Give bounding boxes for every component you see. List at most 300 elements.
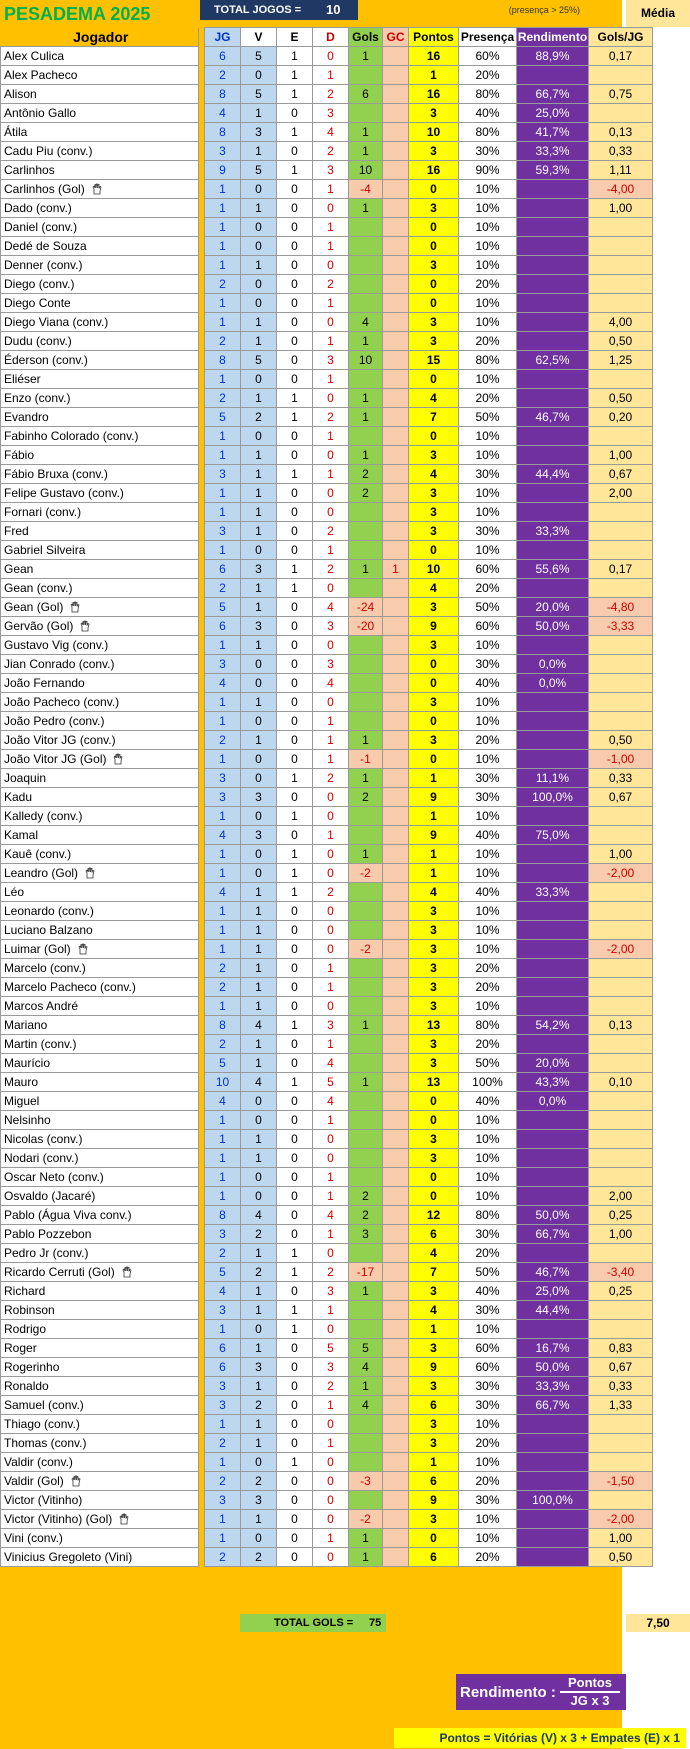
cell-gc [383,1187,409,1206]
cell-gc [383,712,409,731]
cell-gc [383,1168,409,1187]
cell-gc [383,1054,409,1073]
cell-golsjg [589,883,653,902]
cell-e: 0 [277,750,313,769]
cell-player-name [1,256,199,275]
cell-pontos: 3 [409,1054,459,1073]
player-name: Gustavo Vig (conv.) [4,638,109,652]
cell-e: 0 [277,1149,313,1168]
table-row [1,1301,653,1320]
table-row [1,408,653,427]
cell-rendimento [517,940,589,959]
cell-player-name [1,978,199,997]
player-name: Marcelo Pacheco (conv.) [4,980,136,994]
cell-gc [383,959,409,978]
cell-player-name [1,826,199,845]
cell-presenca: 10% [459,180,517,199]
cell-golsjg: -2,00 [589,864,653,883]
cell-gc [383,1301,409,1320]
cell-rendimento [517,731,589,750]
cell-rendimento: 46,7% [517,408,589,427]
cell-e: 1 [277,1320,313,1339]
cell-golsjg: 0,33 [589,1377,653,1396]
cell-gols [349,1244,383,1263]
cell-golsjg [589,655,653,674]
cell-v: 1 [241,503,277,522]
cell-player-name [1,1035,199,1054]
cell-v: 1 [241,1510,277,1529]
cell-presenca: 10% [459,313,517,332]
cell-presenca: 10% [459,1168,517,1187]
table-row [1,826,653,845]
cell-pontos: 3 [409,1035,459,1054]
cell-gols [349,807,383,826]
cell-rendimento [517,845,589,864]
media-value: 7,50 [626,1614,690,1632]
cell-player-name [1,1434,199,1453]
cell-e: 1 [277,560,313,579]
table-row [1,693,653,712]
cell-v: 2 [241,1548,277,1567]
cell-jg: 8 [205,351,241,370]
cell-rendimento: 33,3% [517,883,589,902]
table-row [1,85,653,104]
cell-rendimento [517,503,589,522]
cell-pontos: 3 [409,1415,459,1434]
cell-golsjg: 0,10 [589,1073,653,1092]
cell-player-name [1,1377,199,1396]
cell-d: 2 [313,85,349,104]
cell-v: 0 [241,655,277,674]
cell-d: 0 [313,921,349,940]
table-row [1,161,653,180]
cell-rendimento: 50,0% [517,1206,589,1225]
cell-rendimento [517,427,589,446]
cell-d: 0 [313,864,349,883]
glove-icon [69,601,81,613]
cell-gc [383,845,409,864]
cell-jg: 1 [205,864,241,883]
cell-golsjg: 0,50 [589,1548,653,1567]
cell-player-name [1,1054,199,1073]
cell-e: 0 [277,484,313,503]
sheet-title: PESADEMA 2025 [4,4,151,24]
cell-presenca: 10% [459,1149,517,1168]
cell-d: 1 [313,959,349,978]
player-name: Dado (conv.) [4,201,72,215]
cell-player-name [1,712,199,731]
cell-e: 0 [277,275,313,294]
cell-golsjg: 0,50 [589,332,653,351]
cell-d: 0 [313,1320,349,1339]
player-name: Éderson (conv.) [4,353,88,367]
cell-gc [383,902,409,921]
cell-jg: 1 [205,180,241,199]
cell-player-name [1,104,199,123]
player-name: Ronaldo [4,1379,49,1393]
cell-v: 3 [241,826,277,845]
cell-presenca: 20% [459,1035,517,1054]
cell-player-name [1,237,199,256]
cell-e: 1 [277,1263,313,1282]
cell-d: 1 [313,541,349,560]
cell-pontos: 9 [409,1358,459,1377]
cell-gols [349,655,383,674]
cell-player-name [1,275,199,294]
cell-e: 0 [277,1111,313,1130]
cell-golsjg: -1,00 [589,750,653,769]
cell-pontos: 9 [409,788,459,807]
table-row [1,446,653,465]
cell-pontos: 1 [409,769,459,788]
cell-rendimento [517,1168,589,1187]
cell-d: 0 [313,1453,349,1472]
cell-e: 0 [277,1472,313,1491]
cell-jg: 1 [205,446,241,465]
cell-e: 0 [277,1548,313,1567]
cell-d: 1 [313,218,349,237]
cell-gols: -4 [349,180,383,199]
cell-gols: 2 [349,465,383,484]
cell-jg: 6 [205,1339,241,1358]
cell-jg: 1 [205,693,241,712]
cell-gols: 4 [349,1396,383,1415]
cell-pontos: 3 [409,1130,459,1149]
cell-e: 1 [277,123,313,142]
cell-pontos: 3 [409,446,459,465]
cell-d: 2 [313,1377,349,1396]
cell-gols [349,256,383,275]
cell-d: 1 [313,1434,349,1453]
table-row [1,332,653,351]
cell-presenca: 10% [459,750,517,769]
cell-presenca: 40% [459,1282,517,1301]
cell-jg: 2 [205,731,241,750]
player-name: Gabriel Silveira [4,543,86,557]
cell-pontos: 3 [409,503,459,522]
cell-d: 4 [313,674,349,693]
cell-jg: 3 [205,1301,241,1320]
cell-pontos: 0 [409,712,459,731]
cell-golsjg: 1,25 [589,351,653,370]
cell-gols: 1 [349,1016,383,1035]
cell-player-name [1,617,199,636]
cell-e: 1 [277,864,313,883]
cell-d: 1 [313,1396,349,1415]
cell-e: 1 [277,66,313,85]
cell-e: 1 [277,579,313,598]
cell-d: 5 [313,1073,349,1092]
cell-d: 2 [313,1263,349,1282]
table-row [1,978,653,997]
table-row [1,541,653,560]
cell-player-name [1,1529,199,1548]
player-name: Miguel [4,1094,40,1108]
cell-golsjg: 1,33 [589,1396,653,1415]
table-row [1,123,653,142]
cell-presenca: 10% [459,1529,517,1548]
player-name: Ricardo Cerruti (Gol) [4,1265,115,1279]
cell-player-name [1,503,199,522]
cell-player-name [1,541,199,560]
cell-jg: 1 [205,484,241,503]
cell-pontos: 3 [409,1149,459,1168]
total-jogos-label: TOTAL JOGOS = [214,4,302,16]
cell-pontos: 4 [409,579,459,598]
cell-rendimento: 33,3% [517,142,589,161]
cell-e: 0 [277,1206,313,1225]
cell-presenca: 20% [459,978,517,997]
cell-gc [383,921,409,940]
player-name: Gean (conv.) [4,581,73,595]
cell-player-name [1,1206,199,1225]
cell-d: 0 [313,636,349,655]
cell-jg: 1 [205,1529,241,1548]
cell-gc [383,1472,409,1491]
table-row [1,370,653,389]
cell-gc [383,1206,409,1225]
cell-jg: 2 [205,332,241,351]
cell-rendimento [517,1472,589,1491]
cell-presenca: 60% [459,560,517,579]
cell-gc [383,579,409,598]
table-row [1,313,653,332]
cell-d: 1 [313,1529,349,1548]
player-name: Kauê (conv.) [4,847,72,861]
cell-presenca: 40% [459,674,517,693]
table-row [1,1054,653,1073]
cell-presenca: 80% [459,123,517,142]
player-name: Vinicius Gregoleto (Vini) [4,1550,133,1564]
cell-gc [383,1016,409,1035]
cell-gols [349,826,383,845]
cell-gols: 1 [349,123,383,142]
cell-player-name [1,845,199,864]
cell-jg: 4 [205,826,241,845]
cell-golsjg [589,902,653,921]
table-row [1,1529,653,1548]
cell-pontos: 0 [409,237,459,256]
cell-gc [383,807,409,826]
table-row [1,1339,653,1358]
cell-gols [349,636,383,655]
cell-e: 0 [277,142,313,161]
cell-e: 1 [277,389,313,408]
glove-icon [91,183,103,195]
cell-jg: 8 [205,1206,241,1225]
cell-gc [383,1263,409,1282]
cell-player-name [1,1130,199,1149]
cell-gols: 2 [349,788,383,807]
cell-rendimento: 66,7% [517,85,589,104]
cell-jg: 3 [205,1491,241,1510]
cell-d: 2 [313,883,349,902]
cell-d: 0 [313,902,349,921]
cell-pontos: 16 [409,47,459,66]
cell-rendimento [517,1130,589,1149]
cell-presenca: 10% [459,636,517,655]
cell-v: 1 [241,959,277,978]
cell-gc [383,465,409,484]
cell-golsjg [589,503,653,522]
cell-d: 0 [313,446,349,465]
cell-pontos: 3 [409,921,459,940]
cell-rendimento [517,332,589,351]
cell-player-name [1,1510,199,1529]
cell-pontos: 1 [409,864,459,883]
cell-gols [349,237,383,256]
cell-e: 0 [277,731,313,750]
cell-jg: 2 [205,1035,241,1054]
cell-v: 1 [241,883,277,902]
cell-jg: 6 [205,1358,241,1377]
cell-player-name [1,560,199,579]
player-name: Alex Culica [4,49,65,63]
cell-gc [383,674,409,693]
cell-d: 1 [313,1187,349,1206]
cell-pontos: 3 [409,484,459,503]
player-name: Alison [4,87,37,101]
cell-golsjg [589,1130,653,1149]
cell-v: 1 [241,446,277,465]
cell-gc [383,769,409,788]
glove-icon [77,943,89,955]
cell-pontos: 1 [409,807,459,826]
media-label: Média [626,0,690,27]
cell-gols [349,997,383,1016]
cell-d: 0 [313,389,349,408]
cell-player-name [1,1415,199,1434]
cell-gols [349,883,383,902]
cell-gols [349,541,383,560]
cell-golsjg: 0,33 [589,142,653,161]
cell-gc [383,1396,409,1415]
cell-jg: 4 [205,104,241,123]
cell-rendimento: 75,0% [517,826,589,845]
cell-golsjg: 0,17 [589,47,653,66]
cell-v: 3 [241,123,277,142]
player-name: Valdir (Gol) [4,1474,64,1488]
table-row [1,1491,653,1510]
player-name: Daniel (conv.) [4,220,78,234]
cell-player-name [1,1282,199,1301]
cell-v: 2 [241,1472,277,1491]
cell-d: 0 [313,1149,349,1168]
cell-player-name [1,180,199,199]
cell-e: 0 [277,1358,313,1377]
cell-presenca: 10% [459,1187,517,1206]
cell-rendimento [517,256,589,275]
player-name: Fábio Bruxa (conv.) [4,467,108,481]
cell-d: 0 [313,484,349,503]
cell-player-name [1,1092,199,1111]
cell-e: 0 [277,522,313,541]
glove-icon [79,620,91,632]
cell-v: 0 [241,1529,277,1548]
table-row [1,1168,653,1187]
cell-d: 5 [313,1339,349,1358]
cell-pontos: 6 [409,1225,459,1244]
cell-golsjg [589,256,653,275]
cell-d: 4 [313,598,349,617]
cell-v: 1 [241,332,277,351]
cell-golsjg: 0,67 [589,788,653,807]
cell-pontos: 0 [409,655,459,674]
cell-golsjg [589,294,653,313]
cell-v: 1 [241,1244,277,1263]
cell-golsjg [589,1453,653,1472]
cell-gc [383,85,409,104]
cell-gc [383,1035,409,1054]
cell-e: 0 [277,1510,313,1529]
player-name: Cadu Piu (conv.) [4,144,93,158]
cell-e: 1 [277,883,313,902]
cell-pontos: 0 [409,370,459,389]
cell-presenca: 30% [459,1491,517,1510]
player-name: Alex Pacheco [4,68,78,82]
cell-golsjg: -2,00 [589,940,653,959]
cell-presenca: 30% [459,655,517,674]
rendimento-numerator: Pontos [560,1675,620,1693]
cell-golsjg: -1,50 [589,1472,653,1491]
cell-golsjg: 1,00 [589,845,653,864]
rendimento-fraction [560,1675,620,1709]
cell-jg: 3 [205,1396,241,1415]
cell-presenca: 20% [459,389,517,408]
total-gols-label: TOTAL GOLS = [274,1617,354,1629]
cell-gc [383,1510,409,1529]
cell-jg: 1 [205,1453,241,1472]
cell-presenca: 30% [459,522,517,541]
cell-player-name [1,370,199,389]
cell-d: 0 [313,997,349,1016]
cell-pontos: 0 [409,1529,459,1548]
player-name: Luimar (Gol) [4,942,71,956]
cell-gols: 10 [349,161,383,180]
player-name: Valdir (conv.) [4,1455,73,1469]
cell-pontos: 0 [409,427,459,446]
table-row [1,560,653,579]
cell-jg: 1 [205,237,241,256]
table-row [1,180,653,199]
cell-jg: 1 [205,1415,241,1434]
cell-presenca: 10% [459,693,517,712]
cell-v: 0 [241,674,277,693]
cell-d: 0 [313,199,349,218]
cell-gols [349,1035,383,1054]
cell-rendimento: 33,3% [517,1377,589,1396]
player-name: Diego Viana (conv.) [4,315,109,329]
cell-rendimento [517,712,589,731]
table-row [1,1548,653,1567]
cell-presenca: 80% [459,85,517,104]
cell-jg: 4 [205,883,241,902]
cell-golsjg: 0,83 [589,1339,653,1358]
cell-jg: 2 [205,1244,241,1263]
cell-v: 1 [241,921,277,940]
cell-player-name [1,997,199,1016]
cell-gc [383,826,409,845]
table-row [1,1111,653,1130]
cell-golsjg: -4,00 [589,180,653,199]
cell-e: 1 [277,1073,313,1092]
stats-table [0,27,653,1567]
cell-d: 2 [313,142,349,161]
cell-d: 1 [313,465,349,484]
glove-icon [112,753,124,765]
cell-presenca: 50% [459,598,517,617]
rendimento-formula-box [456,1674,626,1710]
